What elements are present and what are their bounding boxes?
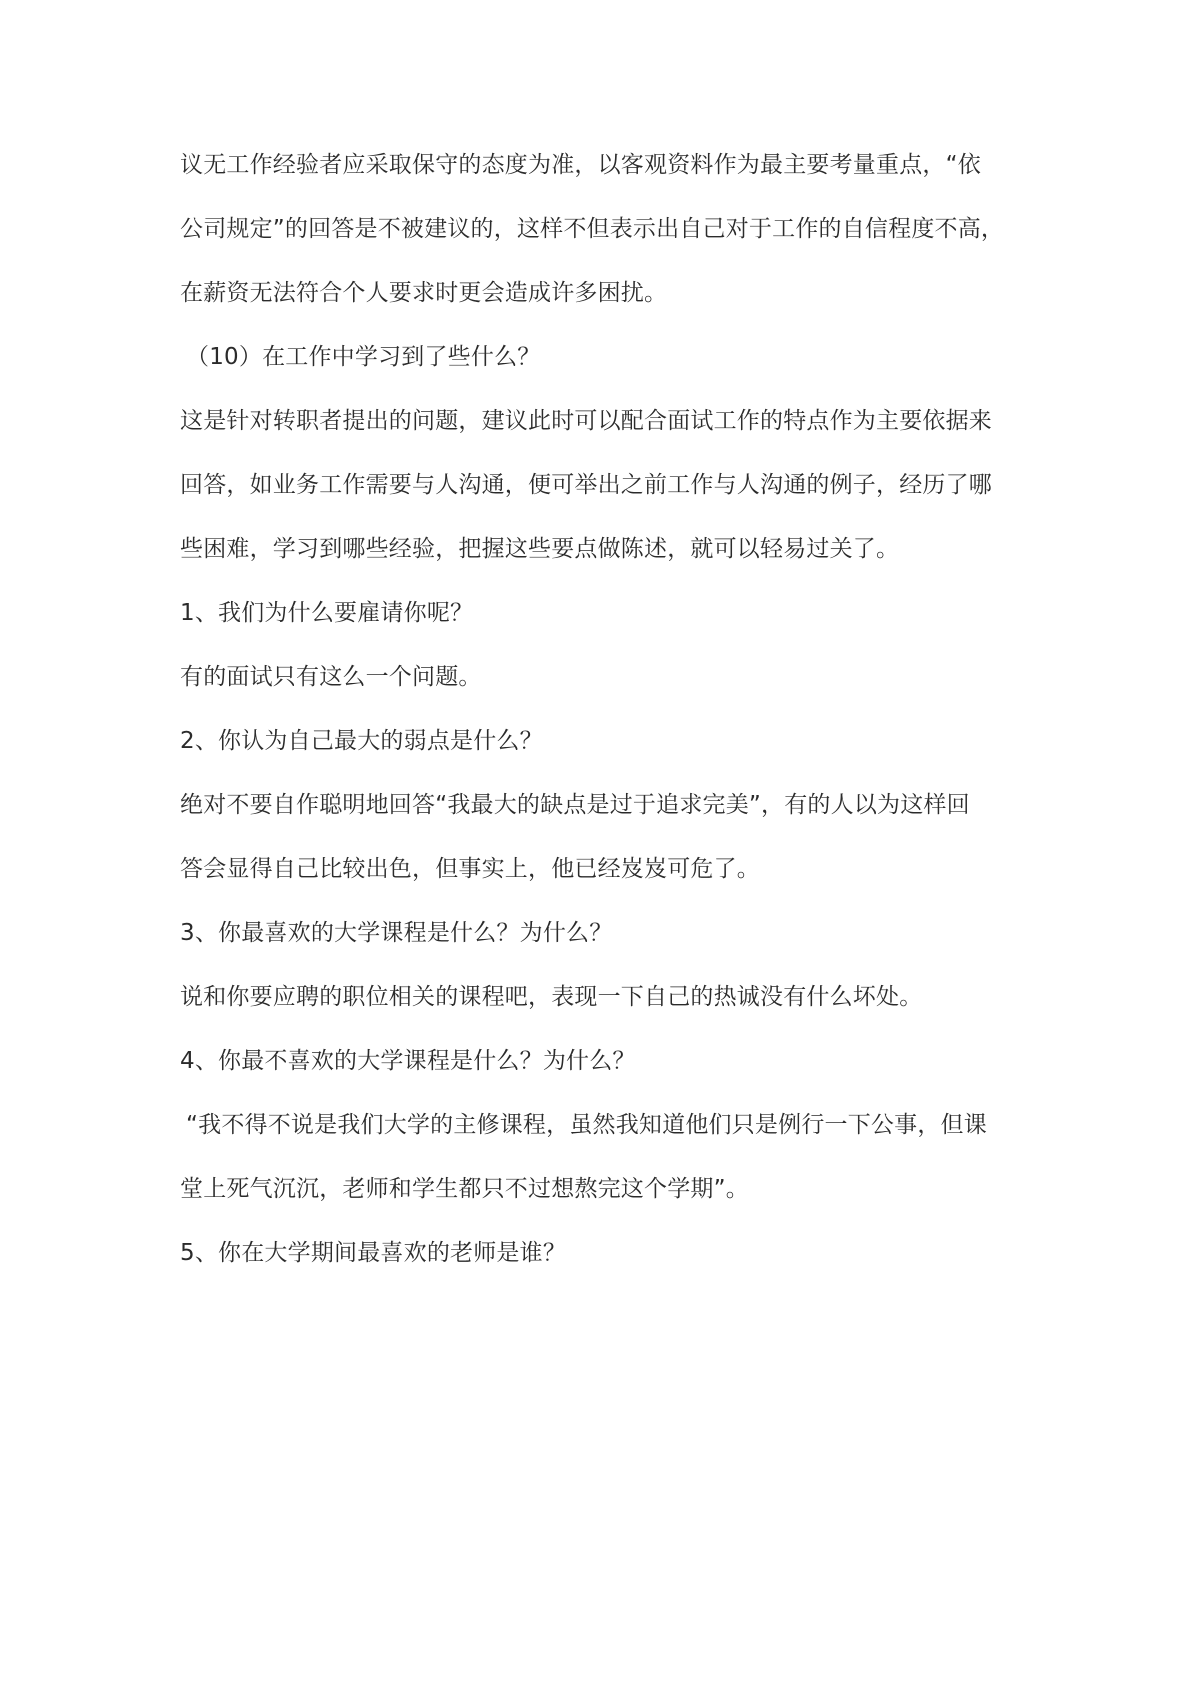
question-heading-1 [180, 596, 1032, 630]
text-line: 这是针对转职者提出的问题，建议此时可以配合面试工作的特点作为主要依据来 [180, 408, 992, 434]
question-heading-4 [180, 1044, 1032, 1078]
paragraph-answer-10 [180, 404, 1032, 566]
paragraph-answer-2 [180, 788, 1032, 886]
text-line: 5、你在大学期间最喜欢的老师是谁？ [180, 1240, 567, 1266]
text-line: 4、你最不喜欢的大学课程是什么？为什么？ [180, 1048, 636, 1074]
question-heading-10 [180, 340, 1032, 374]
document-body [180, 148, 1032, 1270]
text-line: 些困难，学习到哪些经验，把握这些要点做陈述，就可以轻易过关了。 [180, 536, 900, 562]
text-line: 2、你认为自己最大的弱点是什么？ [180, 728, 543, 754]
text-line: 绝对不要自作聪明地回答“我最大的缺点是过于追求完美”，有的人以为这样回 [180, 792, 970, 818]
text-line: 公司规定”的回答是不被建议的，这样不但表示出自己对于工作的自信程度不高， [180, 216, 1005, 242]
text-line: 堂上死气沉沉，老师和学生都只不过想熬完这个学期”。 [180, 1176, 749, 1202]
text-line: 1、我们为什么要雇请你呢？ [180, 600, 474, 626]
question-heading-3 [180, 916, 1032, 950]
text-line: 有的面试只有这么一个问题。 [180, 664, 482, 690]
paragraph-salary-advice [180, 148, 1032, 310]
text-line: 说和你要应聘的职位相关的课程吧，表现一下自己的热诚没有什么坏处。 [180, 984, 923, 1010]
paragraph-answer-1 [180, 660, 1032, 694]
text-line: 议无工作经验者应采取保守的态度为准，以客观资料作为最主要考量重点，“依 [180, 152, 981, 178]
text-line: （10）在工作中学习到了些什么？ [186, 344, 541, 370]
text-line: 回答，如业务工作需要与人沟通，便可举出之前工作与人沟通的例子，经历了哪 [180, 472, 992, 498]
text-line: 3、你最喜欢的大学课程是什么？为什么？ [180, 920, 613, 946]
text-line: 在薪资无法符合个人要求时更会造成许多困扰。 [180, 280, 668, 306]
question-heading-2 [180, 724, 1032, 758]
question-heading-5 [180, 1236, 1032, 1270]
text-line: 答会显得自己比较出色，但事实上，他已经岌岌可危了。 [180, 856, 760, 882]
paragraph-answer-4 [180, 1108, 1032, 1206]
paragraph-answer-3 [180, 980, 1032, 1014]
text-line: “我不得不说是我们大学的主修课程，虽然我知道他们只是例行一下公事，但课 [186, 1112, 987, 1138]
